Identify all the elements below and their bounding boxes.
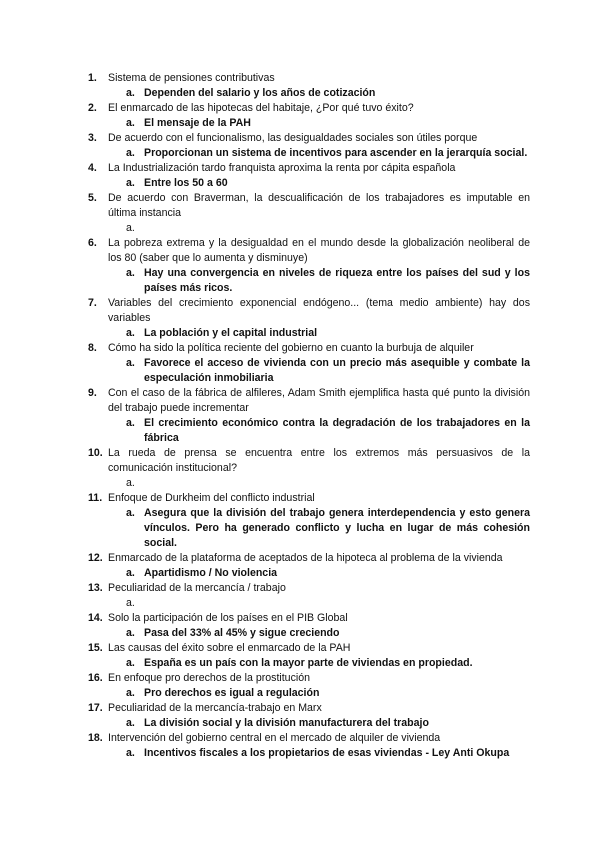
- answer-text: Asegura que la división del trabajo genera interdependencia y esto genera vínculos. Pero ha generado conflicto y lucha en lugar de más cohesión social.: [144, 507, 530, 549]
- question-text: En enfoque pro derechos de la prostitución: [108, 672, 311, 684]
- question-number: 13.: [88, 582, 103, 594]
- answer-text: España es un país con la mayor parte de viviendas en propiedad.: [144, 657, 473, 669]
- answer-letter: a.: [126, 477, 135, 489]
- question-number: 17.: [88, 702, 103, 714]
- answer-letter: a.: [126, 627, 135, 639]
- list-item: [88, 71, 530, 101]
- question-number: 14.: [88, 612, 103, 624]
- list-item: [88, 341, 530, 386]
- question-text: Peculiaridad de la mercancía-trabajo en Marx: [108, 702, 322, 714]
- answer-letter: a.: [126, 117, 135, 129]
- list-item: [88, 446, 530, 491]
- list-item: [88, 491, 530, 551]
- answer-text: Proporcionan un sistema de incentivos para ascender en la jerarquía social.: [144, 147, 528, 159]
- answer-letter: a.: [126, 87, 135, 99]
- question-text: Peculiaridad de la mercancía / trabajo: [108, 582, 286, 594]
- question-text: El enmarcado de las hipotecas del habitaje, ¿Por qué tuvo éxito?: [108, 102, 414, 114]
- question-number: 6.: [88, 237, 97, 249]
- answer-letter: a.: [126, 507, 135, 519]
- answer-text: [144, 476, 530, 491]
- answer-text: Apartidismo / No violencia: [144, 567, 278, 579]
- question-list: [88, 71, 530, 761]
- answer-text: Hay una convergencia en niveles de riqueza entre los países del sud y los países más ricos.: [144, 267, 530, 294]
- answer-letter: a.: [126, 747, 135, 759]
- list-item: [88, 641, 530, 671]
- answer-text: El crecimiento económico contra la degradación de los trabajadores en la fábrica: [144, 417, 530, 444]
- answer-text: Pro derechos es igual a regulación: [144, 687, 320, 699]
- answer-text: [144, 221, 530, 236]
- answer-letter: a.: [126, 717, 135, 729]
- question-text: La rueda de prensa se encuentra entre los extremos más persuasivos de la comunicación institucional?: [108, 447, 530, 474]
- answer-letter: a.: [126, 657, 135, 669]
- answer-letter: a.: [126, 147, 135, 159]
- list-item: [88, 731, 530, 761]
- answer-text: Entre los 50 a 60: [144, 177, 228, 189]
- question-text: La Industrialización tardo franquista aproxima la renta por cápita española: [108, 162, 456, 174]
- question-number: 10.: [88, 447, 103, 459]
- question-text: Enfoque de Durkheim del conflicto industrial: [108, 492, 315, 504]
- answer-letter: a.: [126, 327, 135, 339]
- question-number: 8.: [88, 342, 97, 354]
- answer-text: La división social y la división manufacturera del trabajo: [144, 717, 429, 729]
- answer-text: El mensaje de la PAH: [144, 117, 251, 129]
- question-number: 5.: [88, 192, 97, 204]
- list-item: [88, 701, 530, 731]
- list-item: [88, 611, 530, 641]
- list-item: [88, 236, 530, 296]
- answer-letter: a.: [126, 357, 135, 369]
- question-text: De acuerdo con Braverman, la descualificación de los trabajadores es imputable en última instancia: [108, 192, 530, 219]
- list-item: [88, 131, 530, 161]
- question-text: De acuerdo con el funcionalismo, las desigualdades sociales son útiles porque: [108, 132, 478, 144]
- answer-text: [144, 596, 530, 611]
- question-number: 15.: [88, 642, 103, 654]
- list-item: [88, 296, 530, 341]
- question-number: 7.: [88, 297, 97, 309]
- question-text: La pobreza extrema y la desigualdad en el mundo desde la globalización neoliberal de los 80 (saber que lo aumenta y disminuye): [108, 237, 530, 264]
- answer-letter: a.: [126, 267, 135, 279]
- question-number: 4.: [88, 162, 97, 174]
- answer-text: Incentivos fiscales a los propietarios de esas viviendas - Ley Anti Okupa: [144, 747, 510, 759]
- question-text: Con el caso de la fábrica de alfileres, Adam Smith ejemplifica hasta qué punto la división del trabajo puede incrementar: [108, 387, 530, 414]
- list-item: [88, 161, 530, 191]
- question-number: 16.: [88, 672, 103, 684]
- answer-letter: a.: [126, 222, 135, 234]
- answer-text: Dependen del salario y los años de cotización: [144, 87, 376, 99]
- list-item: [88, 386, 530, 446]
- question-text: Cómo ha sido la política reciente del gobierno en cuanto la burbuja de alquiler: [108, 342, 474, 354]
- list-item: [88, 551, 530, 581]
- list-item: [88, 101, 530, 131]
- list-item: [88, 581, 530, 611]
- question-number: 1.: [88, 72, 97, 84]
- answer-letter: a.: [126, 417, 135, 429]
- list-item: [88, 191, 530, 236]
- question-number: 3.: [88, 132, 97, 144]
- answer-letter: a.: [126, 687, 135, 699]
- question-text: Intervención del gobierno central en el mercado de alquiler de vivienda: [108, 732, 441, 744]
- question-text: Sistema de pensiones contributivas: [108, 72, 275, 84]
- answer-text: La población y el capital industrial: [144, 327, 318, 339]
- list-item: [88, 671, 530, 701]
- question-text: Las causas del éxito sobre el enmarcado de la PAH: [108, 642, 351, 654]
- answer-text: Pasa del 33% al 45% y sigue creciendo: [144, 627, 340, 639]
- answer-letter: a.: [126, 567, 135, 579]
- question-number: 9.: [88, 387, 97, 399]
- question-text: Variables del crecimiento exponencial endógeno... (tema medio ambiente) hay dos variables: [108, 297, 530, 324]
- question-text: Enmarcado de la plataforma de aceptados de la hipoteca al problema de la vivienda: [108, 552, 503, 564]
- answer-text: Favorece el acceso de vivienda con un precio más asequible y combate la especulación inmobiliaria: [144, 357, 530, 384]
- answer-letter: a.: [126, 597, 135, 609]
- question-text: Solo la participación de los países en el PIB Global: [108, 612, 348, 624]
- question-number: 2.: [88, 102, 97, 114]
- answer-letter: a.: [126, 177, 135, 189]
- question-number: 11.: [88, 492, 103, 504]
- question-number: 12.: [88, 552, 103, 564]
- question-number: 18.: [88, 732, 103, 744]
